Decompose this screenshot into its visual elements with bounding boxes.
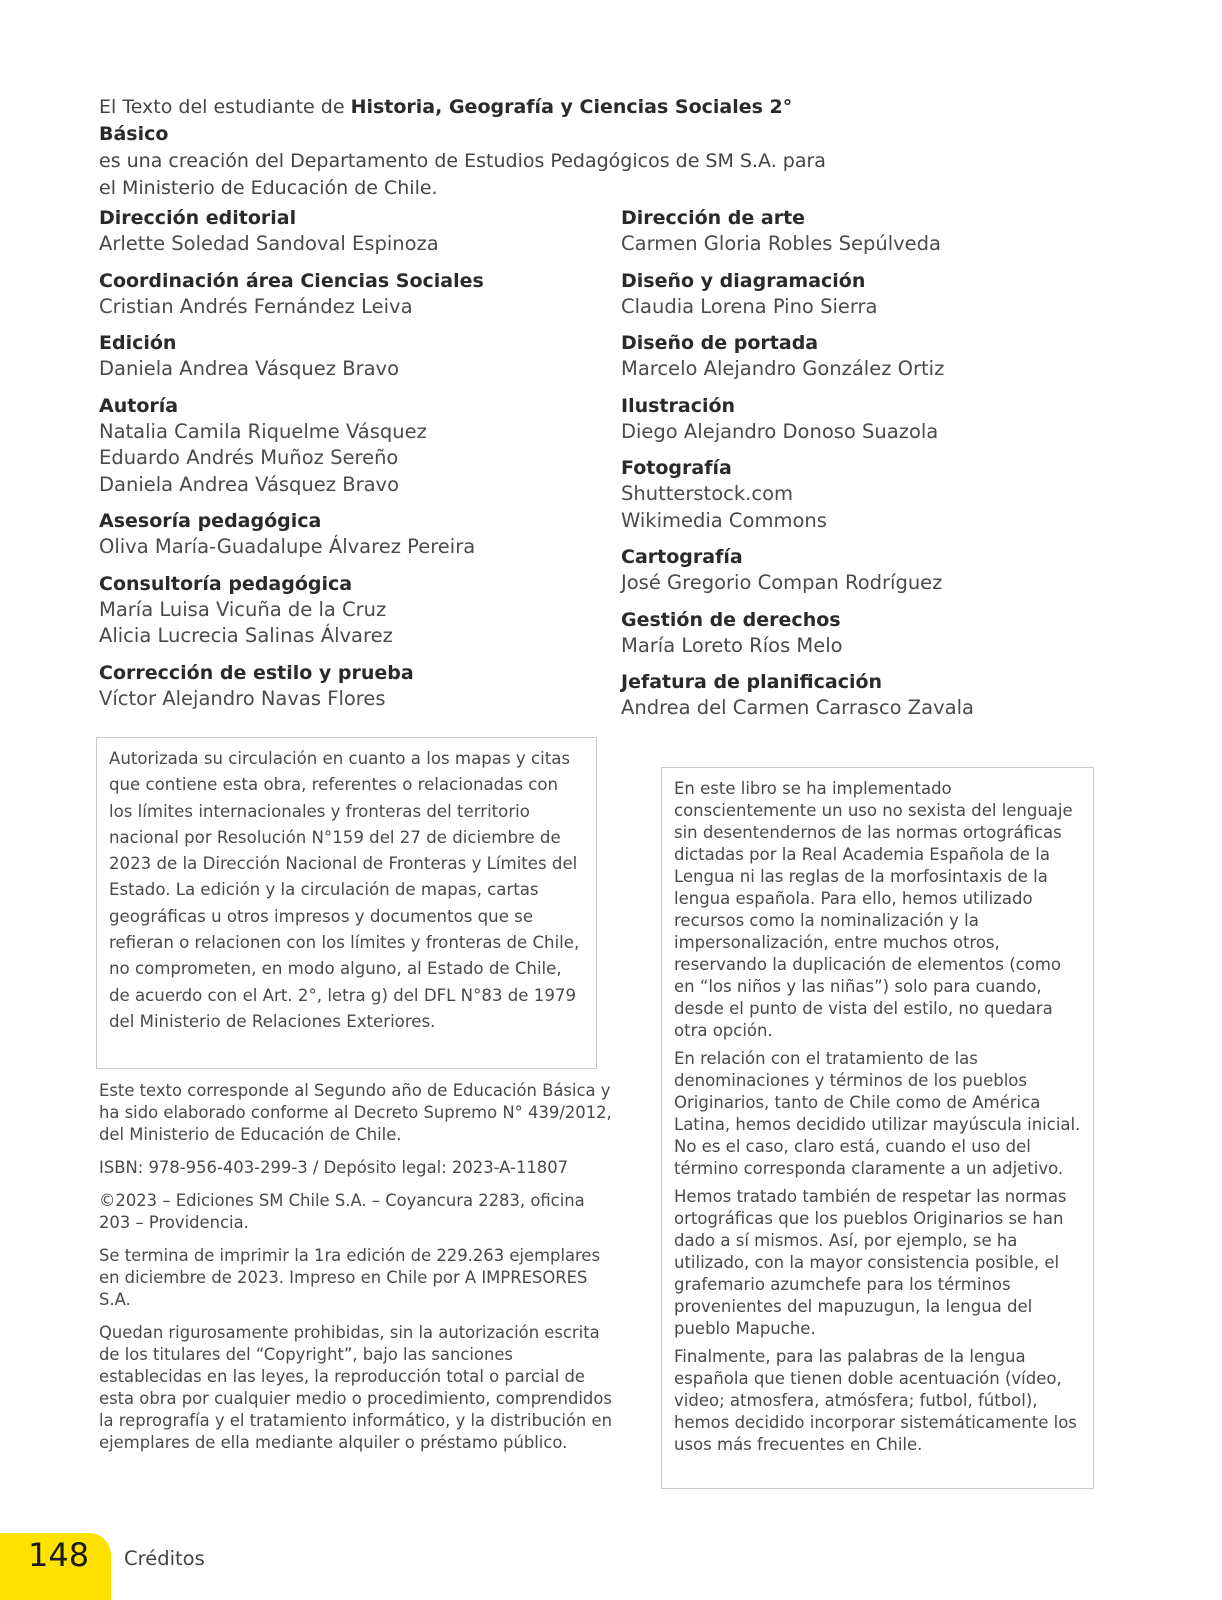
map-authorization-notice — [96, 737, 597, 1069]
intro-pre: El Texto del estudiante de — [99, 96, 351, 118]
credit-role: Diseño de portada — [621, 332, 819, 354]
credit-gestion-derechos — [621, 607, 1121, 660]
language-note-paragraph: Hemos tratado también de respetar las normas ortográficas que los pueblos Originarios se han dado a sí mismos. Así, por ejemplo, se ha utilizado, con la mayor consistencia posible, el grafemario azumchefe para los términos provenientes del mapuzugun, la lengua del pueblo Mapuche. — [674, 1187, 1067, 1338]
credit-role: Corrección de estilo y prueba — [99, 661, 414, 684]
map-notice-text: Autorizada su circulación en cuanto a los mapas y citas que contiene esta obra, referentes o relacionadas con los límites internacionales y fronteras del territorio nacional por Resolución N°159 del 27 de diciembre de 2023 de la Dirección Nacional de Fronteras y Límites del Estado. La edición y la circulación de mapas, cartas geográficas u otros impresos y documentos que se refieran o relacionen con los límites y fronteras de Chile, no comprometen, en modo alguno, al Estado de Chile, de acuerdo con el Art. 2°, letra g) del DFL N°83 de 1979 del Ministerio de Relaciones Exteriores. — [109, 749, 580, 1031]
credits-right-column — [621, 205, 1121, 732]
credit-name: José Gregorio Compan Rodríguez — [621, 571, 943, 594]
credit-correccion — [99, 660, 599, 713]
credit-ilustracion — [621, 393, 1121, 446]
rights-text: Quedan rigurosamente prohibidas, sin la autorización escrita de los titulares del “Copyright”, bajo las sanciones establecidas en las leyes, la reproducción total o parcial de esta obra por cualquier medio o procedimiento, comprendidos la reprografía y el tratamiento informático, y la distribución en ejemplares de ella mediante alquiler o préstamo público. — [99, 1323, 612, 1452]
credit-name: Wikimedia Commons — [621, 508, 827, 532]
credit-role: Dirección de arte — [621, 207, 806, 229]
intro-line-3: el Ministerio de Educación de Chile. — [99, 177, 438, 199]
credit-jefatura — [621, 669, 1121, 722]
credit-name: Claudia Lorena Pino Sierra — [621, 294, 878, 318]
credit-role: Consultoría pedagógica — [99, 572, 353, 595]
credit-name: Arlette Soledad Sandoval Espinoza — [99, 232, 439, 255]
credit-autoria — [99, 393, 599, 499]
credit-name: Daniela Andrea Vásquez Bravo — [99, 357, 400, 380]
section-label: Créditos — [124, 1547, 205, 1570]
credit-role: Ilustración — [621, 394, 736, 417]
page-number: 148 — [28, 1536, 90, 1574]
language-note-paragraph: Finalmente, para las palabras de la lengua española que tienen doble acentuación (vídeo, video; atmosfera, atmósfera; futbol, fútbol), hemos decidido incorporar sistemáticamente los usos más frecuentes en Chile. — [674, 1347, 1077, 1454]
credit-role: Jefatura de planificación — [621, 671, 883, 693]
credit-diseno-diagramacion — [621, 268, 1121, 321]
decree-text: Este texto corresponde al Segundo año de Educación Básica y ha sido elaborado conforme al Decreto Supremo N° 439/2012, del Ministerio de Educación de Chile. — [99, 1081, 612, 1144]
intro-line-2: es una creación del Departamento de Estudios Pedagógicos de SM S.A. para — [99, 150, 826, 172]
credit-name: Cristian Andrés Fernández Leiva — [99, 294, 413, 318]
credit-role: Coordinación área Ciencias Sociales — [99, 269, 484, 292]
credit-name: Andrea del Carmen Carrasco Zavala — [621, 696, 974, 719]
intro-paragraph — [99, 94, 859, 202]
intro-line-1 — [99, 94, 859, 148]
book-title: Historia, Geografía y Ciencias Sociales 2° Básico — [99, 96, 793, 145]
credit-name: Alicia Lucrecia Salinas Álvarez — [99, 624, 393, 647]
credit-consultoria — [99, 571, 599, 650]
credit-name: Daniela Andrea Vásquez Bravo — [99, 472, 400, 496]
credit-role: Asesoría pedagógica — [99, 510, 322, 532]
credit-name: Shutterstock.com — [621, 482, 793, 505]
credit-role: Diseño y diagramación — [621, 269, 866, 292]
credit-edicion — [99, 330, 599, 383]
language-usage-note — [661, 767, 1094, 1489]
credit-name: Diego Alejandro Donoso Suazola — [621, 419, 939, 443]
legal-block — [99, 1080, 619, 1465]
credit-name: Natalia Camila Riquelme Vásquez — [99, 419, 427, 443]
language-note-paragraph: En relación con el tratamiento de las denominaciones y términos de los pueblos Originarios, tanto de Chile como de América Latina, hemos decidido utilizar mayúscula inicial. No es el caso, claro está, cuando el uso del término corresponda claramente a un adjetivo. — [674, 1049, 1081, 1178]
credit-name: Eduardo Andrés Muñoz Sereño — [99, 446, 399, 469]
credit-role: Cartografía — [621, 546, 743, 568]
credit-cartografia — [621, 544, 1121, 597]
credit-role: Dirección editorial — [99, 207, 297, 229]
credit-name: Oliva María-Guadalupe Álvarez Pereira — [99, 535, 476, 558]
credit-role: Gestión de derechos — [621, 608, 841, 631]
credit-role: Autoría — [99, 394, 179, 417]
credit-direccion-arte — [621, 205, 1121, 258]
credit-role: Edición — [99, 332, 177, 354]
credits-left-column — [99, 205, 599, 722]
credit-name: María Loreto Ríos Melo — [621, 633, 843, 657]
credit-name: Marcelo Alejandro González Ortiz — [621, 357, 945, 380]
credit-diseno-portada — [621, 330, 1121, 383]
credit-asesoria — [99, 508, 599, 561]
isbn-text: ISBN: 978-956-403-299-3 / Depósito legal: 2023-A-11807 — [99, 1158, 569, 1177]
credit-coordinacion — [99, 268, 599, 321]
credit-role: Fotografía — [621, 457, 732, 479]
credit-direccion-editorial — [99, 205, 599, 258]
credit-name: María Luisa Vicuña de la Cruz — [99, 597, 387, 621]
printing-text: Se termina de imprimir la 1ra edición de 229.263 ejemplares en diciembre de 2023. Impreso en Chile por A IMPRESORES S.A. — [99, 1246, 601, 1309]
credit-name: Carmen Gloria Robles Sepúlveda — [621, 232, 941, 255]
language-note-paragraph: En este libro se ha implementado conscientemente un uso no sexista del lenguaje sin desentendernos de las normas ortográficas dictadas por la Real Academia Española de la Lengua ni las reglas de la morfosintaxis de la lengua española. Para ello, hemos utilizado recursos como la nominalización y la impersonalización, entre muchos otros, reservando la duplicación de elementos (como en “los niños y las niñas”) solo para cuando, desde el punto de vista del estilo, no quedara otra opción. — [674, 779, 1073, 1040]
credit-name: Víctor Alejandro Navas Flores — [99, 686, 386, 710]
credit-fotografia — [621, 455, 1121, 534]
copyright-text: ©2023 – Ediciones SM Chile S.A. – Coyancura 2283, oficina 203 – Providencia. — [99, 1191, 585, 1232]
